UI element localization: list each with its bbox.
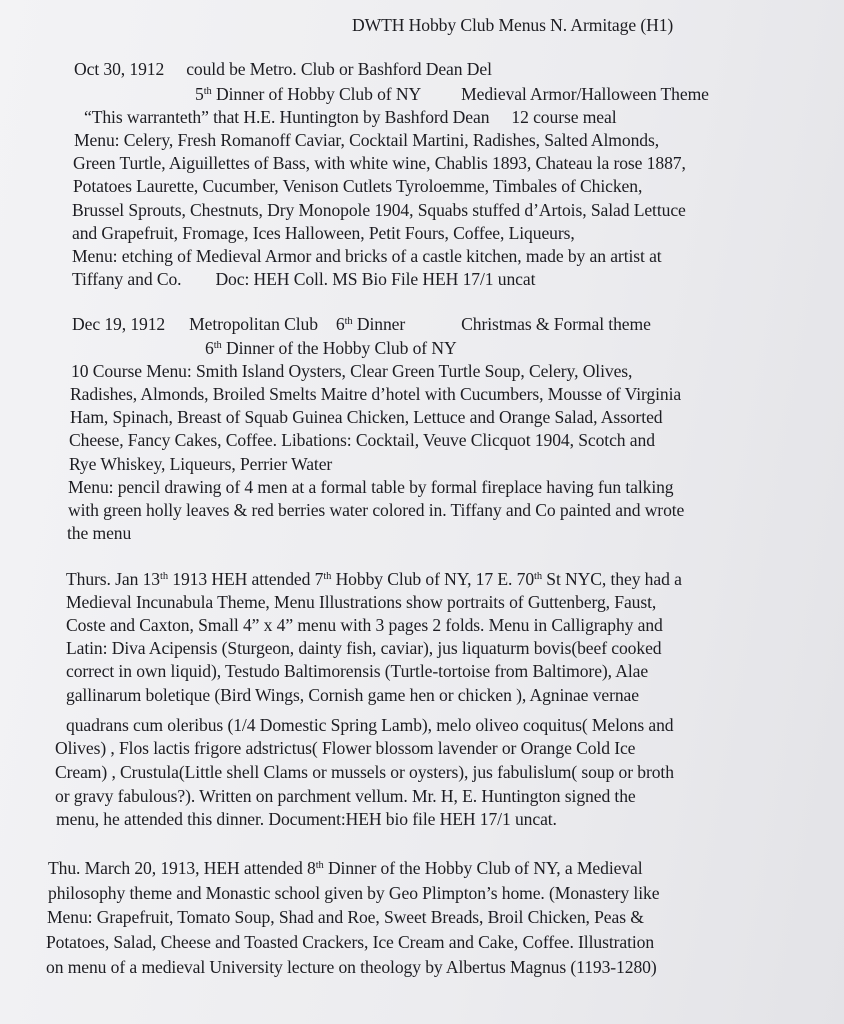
- entry-date: Dec 19, 1912: [72, 314, 166, 334]
- entry-theme: Christmas & Formal theme: [461, 314, 651, 334]
- text-line: Ham, Spinach, Breast of Squab Guinea Chicken, Lettuce and Orange Salad, Assorted: [70, 407, 663, 427]
- text-line: or gravy fabulous?). Written on parchment vellum. Mr. H, E. Huntington signed the: [55, 786, 636, 806]
- entry-theme: Medieval Armor/Halloween Theme: [461, 84, 709, 104]
- text-line: Menu: etching of Medieval Armor and bricks of a castle kitchen, made by an artist at: [72, 246, 662, 266]
- entry-heading: [74, 58, 492, 80]
- entry-warrant: “This warranteth” that H.E. Huntington by Bashford Dean 12 course meal: [84, 107, 617, 127]
- text-line: Brussel Sprouts, Chestnuts, Dry Monopole 1904, Squabs stuffed d’Artois, Salad Lettuce: [72, 200, 686, 220]
- text-line: Green Turtle, Aiguillettes of Bass, with white wine, Chablis 1893, Chateau la rose 1887,: [73, 153, 686, 173]
- text-line: Latin: Diva Acipensis (Sturgeon, dainty fish, caviar), jus liquaturm bovis(beef cooked: [66, 638, 662, 658]
- entry-venue: Metropolitan Club: [189, 314, 318, 334]
- text-line: Rye Whiskey, Liqueurs, Perrier Water: [69, 454, 333, 474]
- text-line: with green holly leaves & red berries water colored in. Tiffany and Co painted and wrote: [68, 500, 685, 520]
- entry-dinner: 6th Dinner of the Hobby Club of NY: [205, 338, 457, 358]
- text-line: Potatoes Laurette, Cucumber, Venison Cutlets Tyroloemme, Timbales of Chicken,: [73, 176, 643, 196]
- text-line: Coste and Caxton, Small 4” x 4” menu with 3 pages 2 folds. Menu in Calligraphy and: [66, 615, 663, 635]
- text-line: gallinarum boletique (Bird Wings, Cornish game hen or chicken ), Agninae vernae: [66, 685, 639, 705]
- text-line: correct in own liquid), Testudo Baltimorensis (Turtle-tortoise from Baltimore), Alae: [66, 661, 649, 681]
- text-line: Medieval Incunabula Theme, Menu Illustrations show portraits of Guttenberg, Faust,: [66, 592, 657, 612]
- text-line: philosophy theme and Monastic school given by Geo Plimpton’s home. (Monastery like: [48, 883, 660, 903]
- text-line: Potatoes, Salad, Cheese and Toasted Crackers, Ice Cream and Cake, Coffee. Illustration: [46, 932, 655, 952]
- text-line: Cheese, Fancy Cakes, Coffee. Libations: Cocktail, Veuve Clicquot 1904, Scotch and: [69, 430, 655, 450]
- text-line: menu, he attended this dinner. Document:HEH bio file HEH 17/1 uncat.: [56, 809, 557, 829]
- entry-date: Oct 30, 1912: [74, 59, 165, 79]
- entry-heading: Thurs. Jan 13th 1913 HEH attended 7th Hobby Club of NY, 17 E. 70th St NYC, they had a: [66, 569, 682, 589]
- entry-heading: Dec 19, 1912 Metropolitan Club 6th Dinner Christmas & Formal theme: [72, 314, 651, 334]
- text-line: 10 Course Menu: Smith Island Oysters, Clear Green Turtle Soup, Celery, Olives,: [71, 361, 633, 381]
- text-line: Cream) , Crustula(Little shell Clams or mussels or oysters), jus fabulislum( soup or broth: [55, 762, 674, 782]
- page-title: DWTH Hobby Club Menus N. Armitage (H1): [352, 15, 674, 35]
- entry-venue: could be Metro. Club or Bashford Dean Del: [186, 59, 492, 79]
- text-line: Olives) , Flos lactis frigore adstrictus( Flower blossom lavender or Orange Cold Ice: [55, 738, 636, 758]
- text-line: Menu: Grapefruit, Tomato Soup, Shad and Roe, Sweet Breads, Broil Chicken, Peas &: [47, 907, 644, 927]
- entry-dinner: 5th Dinner of Hobby Club of NY Medieval Armor/Halloween Theme: [195, 84, 709, 104]
- doc-reference: Doc: HEH Coll. MS Bio File HEH 17/1 uncat: [215, 269, 536, 289]
- entry-heading: Thu. March 20, 1913, HEH attended 8th Dinner of the Hobby Club of NY, a Medieval: [48, 858, 643, 878]
- text-line: the menu: [67, 523, 132, 543]
- text-line: Menu: pencil drawing of 4 men at a formal table by formal fireplace having fun talking: [68, 477, 674, 497]
- text-line: and Grapefruit, Fromage, Ices Halloween, Petit Fours, Coffee, Liqueurs,: [72, 223, 575, 243]
- text-line: on menu of a medieval University lecture on theology by Albertus Magnus (1193-1280): [46, 957, 657, 977]
- text-line: Tiffany and Co. Doc: HEH Coll. MS Bio File HEH 17/1 uncat: [72, 269, 536, 289]
- text-line: Radishes, Almonds, Broiled Smelts Maitre d’hotel with Cucumbers, Mousse of Virginia: [70, 384, 682, 404]
- text-line: Menu: Celery, Fresh Romanoff Caviar, Cocktail Martini, Radishes, Salted Almonds,: [74, 130, 660, 150]
- text-line: quadrans cum oleribus (1/4 Domestic Spring Lamb), melo oliveo coquitus( Melons and: [66, 715, 674, 735]
